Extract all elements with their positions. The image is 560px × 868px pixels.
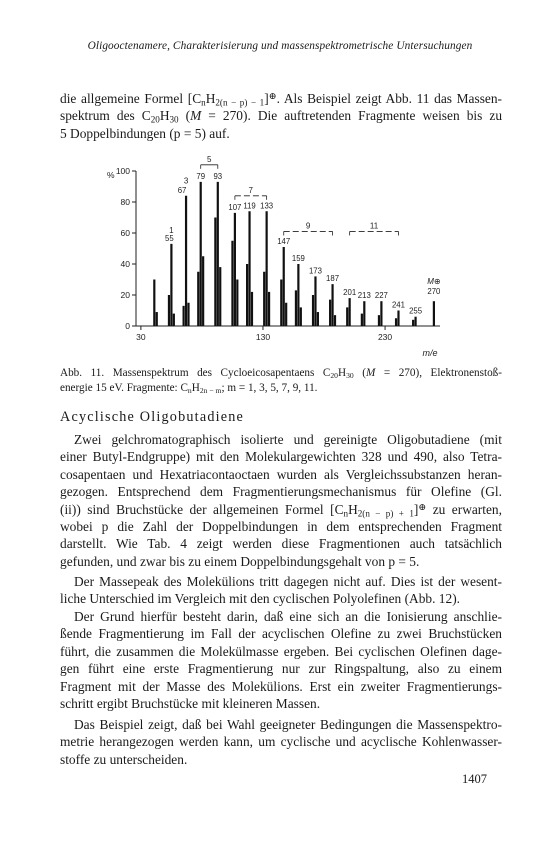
series-bracket-label: 1: [169, 226, 174, 236]
peak-label: 227: [374, 291, 388, 301]
mass-spectrum-chart: [100, 146, 460, 361]
peak-label: 187: [326, 274, 340, 284]
caption-text: = 270), Elektronenstoß-: [375, 367, 503, 379]
y-axis-label: %: [107, 170, 115, 180]
peak-label: 79: [196, 171, 206, 181]
formula-h: H: [337, 367, 347, 379]
peak-label: 93: [213, 171, 223, 181]
formula-charge: ⊕: [268, 91, 277, 102]
intro-text: spektrum des C: [60, 108, 151, 124]
peak-label: 255: [409, 306, 423, 316]
peak-label: 241: [391, 300, 405, 310]
series-bracket-label: 11: [369, 221, 379, 231]
paragraph-line: gefunden, und zwar bis zu einem Doppelbindungsgehalt von p = 5.: [60, 553, 420, 569]
peak-label: 55: [165, 233, 174, 243]
x-axis-label: m/e: [422, 348, 438, 358]
peak-label: 173: [308, 266, 322, 276]
formula-subscript: 20: [330, 371, 338, 381]
y-tick-label: 0: [125, 321, 130, 331]
paragraph-line: Zwei gelchromatographisch isolierte und gereinigte Oligobutadiene (mit: [74, 432, 502, 447]
y-tick-label: 100: [115, 166, 130, 176]
formula-charge: ⊕: [418, 502, 427, 513]
formula-subscript-n: n: [343, 508, 349, 519]
formula-subscript: 30: [169, 114, 179, 125]
y-tick-label: 40: [120, 259, 130, 269]
peak-label: 270: [427, 287, 441, 297]
peak-label: 107: [228, 202, 242, 212]
mass-spectrum-figure: [100, 146, 460, 361]
y-tick-label: 20: [120, 290, 130, 300]
paragraph-line: Fragment mit der Masse des Molekülions. Erst ein zweiter Fragmentierungs-: [60, 678, 502, 694]
paragraph-line: metrie herangezogen werden kann, um cyclische und acyclische Kohlenwasser-: [60, 734, 502, 750]
intro-line-2: [60, 107, 502, 124]
intro-text: (: [178, 108, 191, 124]
series-bracket-label: 5: [207, 154, 212, 164]
molecular-ion-label: M⊕: [427, 277, 441, 287]
formula-bracket-open: [C: [187, 91, 202, 106]
paragraph-line: liche Unterschied im Vergleich mit den cyclischen Polyolefinen (Abb. 12).: [60, 591, 461, 607]
paragraph-line: wobei p die Zahl der Doppelbindungen in dem entsprechenden Fragment: [60, 519, 502, 535]
formula-subscript-n: n: [201, 97, 206, 108]
formula-subscript: 2(n − p) + 1: [357, 508, 414, 519]
paragraph-line: schritt ergibt Bruchstücke mit kleineren Massen.: [60, 696, 321, 712]
formula-h: H: [205, 91, 216, 106]
paragraph-line: führt, die zusammen die Molekülmasse ergeben. Bei cyclischen Olefinen dage-: [60, 643, 502, 659]
paragraph-line: Der Massepeak des Molekülions tritt dagegen nicht auf. Dies ist der wesent-: [74, 574, 502, 589]
molar-mass-symbol: M: [365, 367, 376, 379]
paragraph-text: zu erwarten,: [426, 501, 502, 517]
formula-h: H: [348, 501, 358, 517]
paragraph-line: gen führt eine erste Fragmentierung nur zur Ringspaltung, also zu einem: [60, 661, 502, 677]
caption-text: energie 15 eV. Fragmente: C: [60, 382, 188, 394]
intro-line-3: 5 Doppelbindungen (p = 5) auf.: [60, 125, 230, 141]
formula-h: H: [159, 108, 170, 124]
intro-text: die allgemeine Formel: [60, 91, 188, 106]
section-heading: Acyclische Oligobutadiene: [60, 409, 245, 425]
caption-line-2: [60, 381, 502, 396]
peak-label: 213: [357, 291, 371, 301]
formula-subscript: n: [187, 386, 192, 396]
paragraph-4: [60, 716, 502, 768]
peak-label: 119: [243, 201, 256, 211]
series-bracket-label: 9: [305, 221, 311, 231]
intro-text: . Als Beispiel zeigt Abb. 11 das Massen-: [276, 91, 502, 106]
peak-label: 147: [277, 236, 291, 246]
x-tick-label: 230: [377, 332, 393, 342]
paragraph-line: cosapentaen und Hexatriacontaoctaen wurden als Vergleichssubstanzen heran-: [60, 466, 502, 482]
paragraph-3: [60, 608, 502, 712]
running-header: Oligooctenamere, Charakterisierung und massenspektrometrische Untersuchungen: [87, 40, 473, 52]
paragraph-line: gezogen. Entsprechend dem Fragmentierungsmechanismus für Olefine (Gl.: [60, 484, 502, 500]
x-tick-label: 130: [255, 332, 271, 342]
peak-label: 159: [291, 254, 305, 263]
figure-caption: [60, 366, 502, 396]
caption-text: (: [353, 367, 366, 379]
intro-paragraph: [60, 90, 502, 142]
formula-bracket-close: ]: [264, 91, 269, 106]
paragraph-1: [60, 431, 502, 570]
formula-subscript: 20: [150, 114, 160, 125]
formula-subscript: 30: [346, 371, 354, 381]
y-tick-label: 80: [120, 197, 130, 207]
peak-label: 67: [177, 185, 187, 195]
paragraph-line: ßende Fragmentierung im Fall der acyclischen Olefine zu zwei Bruchstücken: [60, 626, 502, 642]
caption-line-1: [60, 366, 502, 381]
paragraph-line: [60, 501, 502, 518]
series-bracket-label: 3: [183, 176, 189, 186]
formula-bracket-open: [C: [330, 501, 344, 517]
y-tick-label: 60: [120, 228, 130, 238]
formula-subscript: 2n − m: [199, 386, 222, 396]
peak-label: 133: [260, 201, 274, 211]
formula-h: H: [191, 382, 200, 394]
caption-text: Abb. 11. Massenspektrum des Cycloeicosapentaens C: [60, 367, 331, 379]
page-number: 1407: [462, 772, 487, 786]
paragraph-line: Der Grund hierfür besteht darin, daß eine sich an die Ionisierung anschlie-: [74, 609, 502, 624]
formula-bracket-close: ]: [413, 501, 419, 517]
paragraph-line: Das Beispiel zeigt, daß bei Wahl geeigneter Bedingungen die Massenspektro-: [74, 717, 502, 732]
molar-mass-symbol: M: [190, 108, 202, 124]
paragraph-line: stoffe zu unterscheiden.: [60, 751, 188, 767]
intro-line-1: [60, 90, 502, 107]
x-tick-label: 30: [136, 332, 146, 342]
peak-label: 201: [343, 288, 357, 298]
intro-text: = 270). Die auftretenden Fragmente weisen bis zu: [201, 108, 503, 124]
paragraph-text: (ii)) sind Bruchstücke der allgemeinen Formel: [60, 501, 331, 517]
series-bracket-label: 7: [248, 185, 253, 195]
paragraph-2: [60, 573, 502, 608]
caption-text: ; m = 1, 3, 5, 7, 9, 11.: [221, 382, 318, 394]
formula-subscript: 2(n − p) − 1: [215, 97, 265, 108]
paragraph-line: einer Butyl-Endgruppe) mit den Molekulargewichten 328 und 490, also Tetra-: [60, 449, 502, 465]
paragraph-line: darstellt. Wie Tab. 4 zeigt werden diese Fragmentionen auch tatsächlich: [60, 536, 502, 552]
